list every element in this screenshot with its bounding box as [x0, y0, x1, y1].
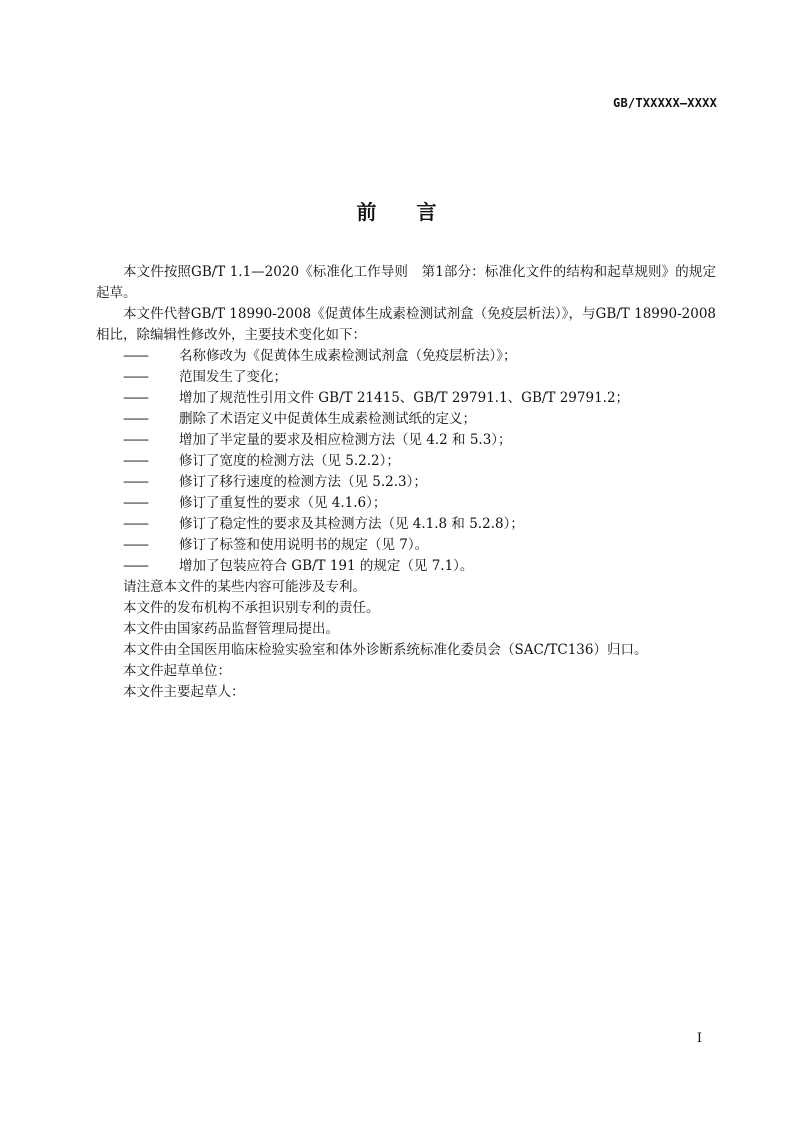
- document-body: [96, 262, 716, 703]
- main-drafters: 本文件主要起草人：: [123, 684, 245, 700]
- list-item: [96, 493, 716, 514]
- list-item: [96, 535, 716, 556]
- dash-marker: ——: [123, 474, 148, 490]
- list-item-text: 修订了稳定性的要求及其检测方法（见 4.1.8 和 5.2.8）；: [179, 516, 524, 532]
- list-item-text: 修订了标签和使用说明书的规定（见 7）。: [179, 537, 429, 553]
- dash-marker: ——: [123, 537, 148, 553]
- dash-marker: ——: [123, 516, 148, 532]
- committee-statement: 本文件由全国医用临床检验实验室和体外诊断系统标准化委员会（SAC/TC136）归口。: [123, 642, 648, 658]
- list-item-text: 名称修改为《促黄体生成素检测试剂盒（免疫层析法）》；: [179, 348, 517, 364]
- list-item-text: 增加了包装应符合 GB/T 191 的规定（见 7.1）。: [179, 558, 474, 574]
- list-item: [96, 346, 716, 367]
- drafting-organization: 本文件起草单位：: [123, 663, 231, 679]
- list-item: [96, 472, 716, 493]
- dash-marker: ——: [123, 558, 148, 574]
- list-item: [96, 367, 716, 388]
- change-list: [96, 346, 716, 577]
- list-item: [96, 451, 716, 472]
- list-item-text: 增加了半定量的要求及相应检测方法（见 4.2 和 5.3）；: [179, 432, 512, 448]
- patent-disclaimer: 本文件的发布机构不承担识别专利的责任。: [123, 600, 380, 616]
- list-item-text: 修订了宽度的检测方法（见 5.2.2）；: [179, 453, 400, 469]
- list-item-text: 删除了术语定义中促黄体生成素检测试纸的定义；: [179, 411, 476, 427]
- intro-paragraph-drafting-basis: 本文件按照GB/T 1.1—2020《标准化工作导则 第1部分：标准化文件的结构和起草规则》的规定起草。: [96, 264, 716, 301]
- document-code: GB/TXXXXX—XXXX: [613, 96, 717, 110]
- dash-marker: ——: [123, 411, 148, 427]
- list-item: [96, 556, 716, 577]
- list-item-text: 范围发生了变化；: [179, 369, 287, 385]
- list-item: [96, 430, 716, 451]
- intro-paragraph-replacement: 本文件代替GB/T 18990-2008《促黄体生成素检测试剂盒（免疫层析法）》，与GB/T 18990-2008相比，除编辑性修改外，主要技术变化如下：: [96, 306, 716, 343]
- dash-marker: ——: [123, 453, 148, 469]
- list-item-text: 修订了重复性的要求（见 4.1.6）；: [179, 495, 387, 511]
- page-title: 前言: [356, 200, 477, 224]
- list-item-text: 增加了规范性引用文件 GB/T 21415、GB/T 29791.1、GB/T 29791.2；: [179, 390, 630, 406]
- dash-marker: ——: [123, 348, 148, 364]
- list-item: [96, 388, 716, 409]
- page-number: I: [696, 1031, 702, 1046]
- list-item-text: 修订了移行速度的检测方法（见 5.2.3）；: [179, 474, 427, 490]
- patent-notice: 请注意本文件的某些内容可能涉及专利。: [123, 579, 366, 595]
- dash-marker: ——: [123, 390, 148, 406]
- dash-marker: ——: [123, 432, 148, 448]
- list-item: [96, 409, 716, 430]
- dash-marker: ——: [123, 495, 148, 511]
- list-item: [96, 514, 716, 535]
- dash-marker: ——: [123, 369, 148, 385]
- proposer-statement: 本文件由国家药品监督管理局提出。: [123, 621, 339, 637]
